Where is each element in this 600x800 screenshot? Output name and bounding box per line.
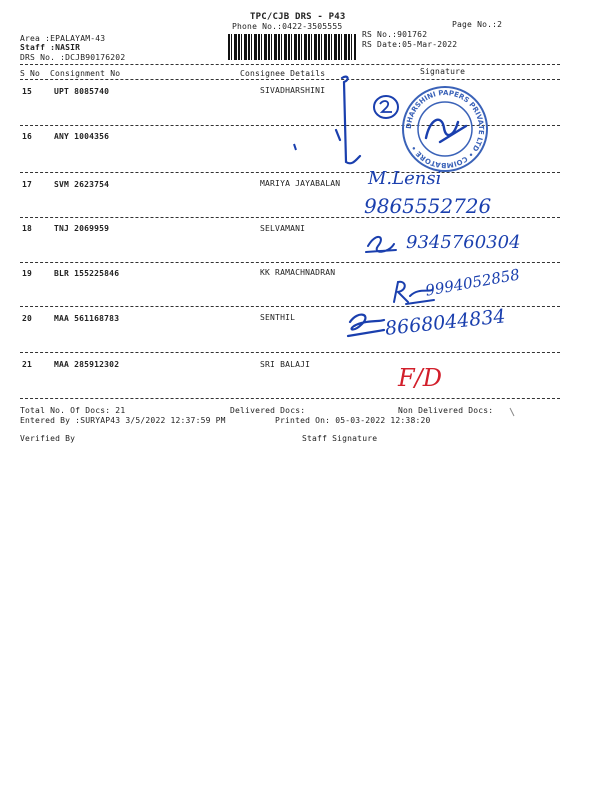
handwritten-name: M.Lensi — [368, 168, 442, 189]
row-divider — [20, 306, 560, 307]
handwritten-signature — [364, 230, 400, 258]
row-consignee: KK RAMACHNADRAN — [260, 268, 336, 277]
staff-signature: Staff Signature — [302, 434, 378, 443]
row-sno: 17 — [22, 180, 33, 189]
staff-label: Staff :NASIR — [20, 43, 81, 52]
handwritten-phone: 9994052858 — [424, 265, 522, 300]
col-sno: S No — [20, 69, 41, 78]
rs-number: RS No.:901762 — [362, 30, 428, 39]
col-consignment: Consignment No — [50, 69, 121, 78]
handwritten-fd-note: F/D — [398, 364, 442, 392]
handwritten-phone: 8668044834 — [384, 305, 507, 340]
row-sno: 20 — [22, 314, 33, 323]
tick-mark — [508, 406, 518, 418]
area-label: Area :EPALAYAM-43 — [20, 34, 106, 43]
entered-by: Entered By :SURYAP43 3/5/2022 12:37:59 PM — [20, 416, 226, 425]
circled-mark — [372, 94, 402, 120]
row-consignee: SELVAMANI — [260, 224, 306, 233]
document-title: TPC/CJB DRS - P43 — [250, 12, 346, 22]
total-docs: Total No. Of Docs: 21 — [20, 406, 126, 415]
row-consignment: SVM 2623754 — [54, 180, 110, 189]
company-stamp — [400, 84, 490, 174]
delivered-docs: Delivered Docs: — [230, 406, 306, 415]
row-divider — [20, 262, 560, 263]
table-bottom-divider — [20, 398, 560, 399]
row-consignee: SIVADHARSHINI — [260, 86, 326, 95]
rs-date: RS Date:05-Mar-2022 — [362, 40, 458, 49]
row-consignment: BLR 155225846 — [54, 269, 120, 278]
verified-by: Verified By — [20, 434, 76, 443]
column-header-divider — [20, 79, 560, 80]
row-consignee: SENTHIL — [260, 313, 296, 322]
row-consignee: MARIYA JAYABALAN — [260, 179, 341, 188]
row-sno: 21 — [22, 360, 33, 369]
handwritten-phone: 9865552726 — [364, 194, 492, 218]
col-signature: Signature — [420, 67, 466, 76]
non-delivered-docs: Non Delivered Docs: — [398, 406, 494, 415]
bracket-mark — [330, 70, 370, 170]
stamp-text: DHARSHINI PAPERS PRIVATE LTD • COIMBATORE • — [404, 88, 486, 170]
drs-number: DRS No. :DCJB90176202 — [20, 53, 126, 62]
row-consignment: MAA 561168783 — [54, 314, 120, 323]
row-sno: 18 — [22, 224, 33, 233]
printed-on: Printed On: 05-03-2022 12:38:20 — [275, 416, 431, 425]
page-number: Page No.:2 — [452, 20, 503, 29]
header-divider — [20, 64, 560, 65]
row-divider — [20, 352, 560, 353]
row-sno: 19 — [22, 269, 33, 278]
handwritten-phone: 9345760304 — [406, 232, 521, 253]
col-consignee: Consignee Details — [240, 69, 326, 78]
row-consignment: MAA 285912302 — [54, 360, 120, 369]
row-sno: 16 — [22, 132, 33, 141]
barcode — [228, 34, 356, 60]
handwritten-signature — [344, 308, 388, 342]
row-consignee: SRI BALAJI — [260, 360, 311, 369]
row-sno: 15 — [22, 87, 33, 96]
row-consignment: ANY 1004356 — [54, 132, 110, 141]
row-consignment: UPT 8085740 — [54, 87, 110, 96]
phone-number: Phone No.:0422-3505555 — [232, 22, 343, 31]
row-consignment: TNJ 2069959 — [54, 224, 110, 233]
